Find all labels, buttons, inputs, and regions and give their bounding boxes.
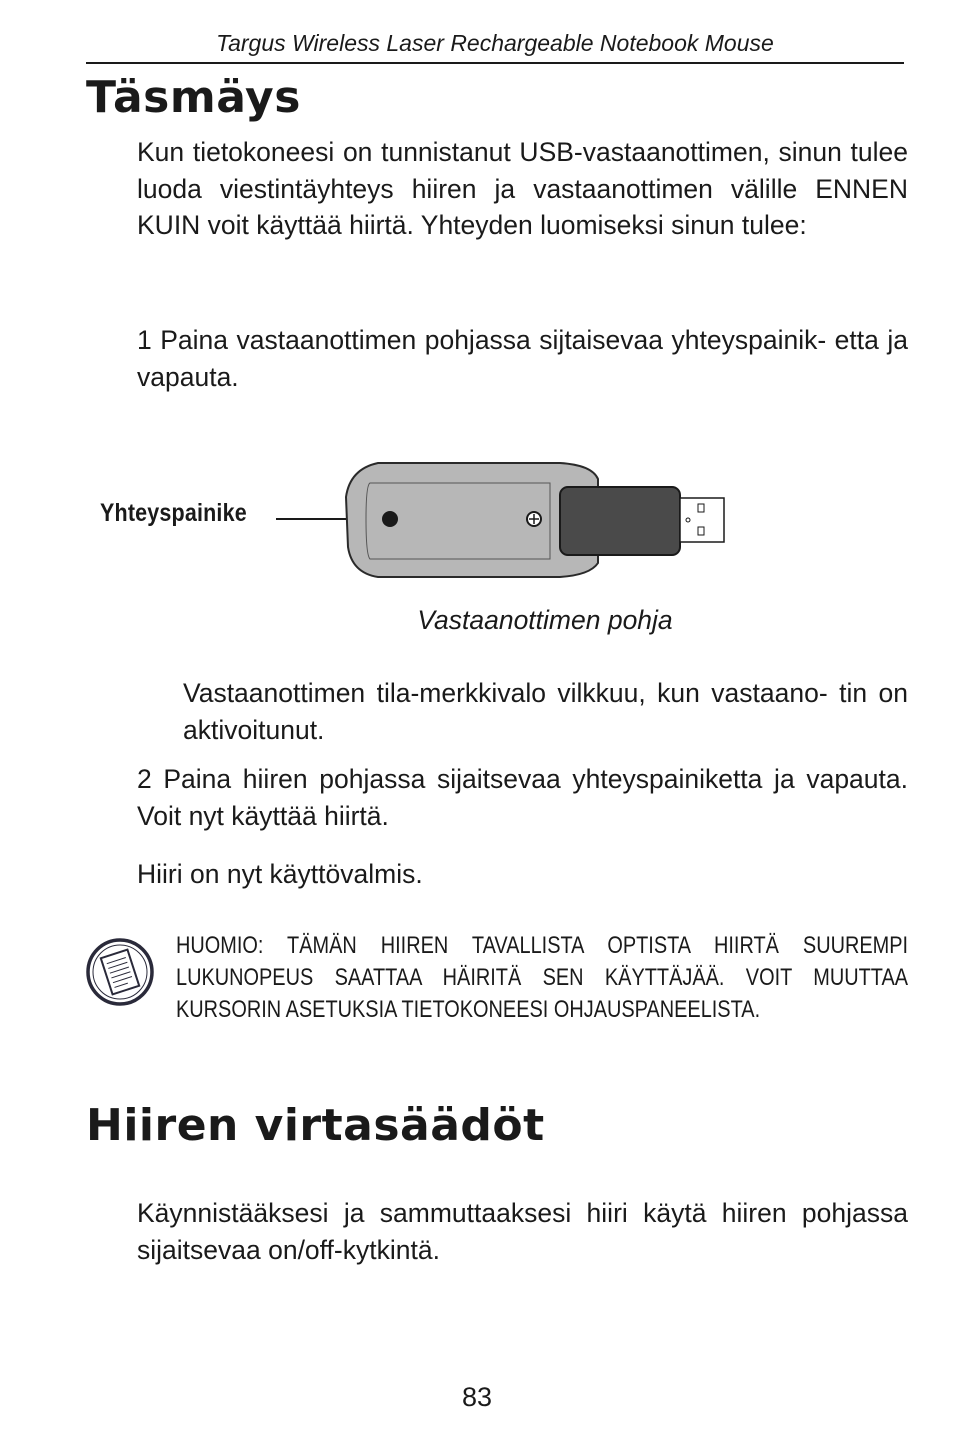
note-text: HUOMIO: TÄMÄN HIIREN TAVALLISTA OPTISTA HIIRTÄ SUUREMPI LUKUNOPEUS SAATTAA HÄIRITÄ SEN KÄYTTÄJÄÄ. VOIT MUUTTAA KURSORIN ASETUKSIA TIETOKONEESI OHJAUSPANEELISTA.: [176, 932, 909, 1023]
power-paragraph: Käynnistääksesi ja sammuttaaksesi hiiri käytä hiiren pohjassa sijaitsevaa on/off-kytkintä.: [137, 1198, 908, 1265]
running-header: Targus Wireless Laser Rechargeable Notebook Mouse: [216, 30, 774, 56]
usb-receiver-illustration: [340, 455, 740, 585]
section-title-tasmays: Täsmäys: [86, 72, 301, 123]
intro-paragraph: Kun tietokoneesi on tunnistanut USB-vastaanottimen, sinun tulee luoda viestintäyhteys hiiren ja vastaanottimen välille ENNEN KUIN voit käyttää hiirtä. Yhteyden luomiseksi sinun tulee:: [137, 137, 908, 240]
section-title-power: Hiiren virtasäädöt: [86, 1100, 545, 1151]
step-1-paragraph: 1 Paina vastaanottimen pohjassa sijtaisevaa yhteyspainik- etta ja vapauta.: [137, 325, 908, 392]
figure-caption: Vastaanottimen pohja: [417, 605, 673, 635]
connect-button-icon: [382, 511, 398, 527]
ready-paragraph: Hiiri on nyt käyttövalmis.: [137, 859, 423, 889]
indicator-note-paragraph: Vastaanottimen tila-merkkivalo vilkkuu, kun vastaano- tin on aktivoitunut.: [183, 678, 908, 745]
step-2-paragraph: 2 Paina hiiren pohjassa sijaitsevaa yhteyspainiketta ja vapauta. Voit nyt käyttää hiirtä.: [137, 764, 908, 831]
note-icon: [84, 936, 156, 1008]
callout-label-connect-button: Yhteyspainike: [100, 499, 247, 527]
header-rule: [86, 62, 904, 64]
page-number: 83: [461, 1382, 493, 1412]
